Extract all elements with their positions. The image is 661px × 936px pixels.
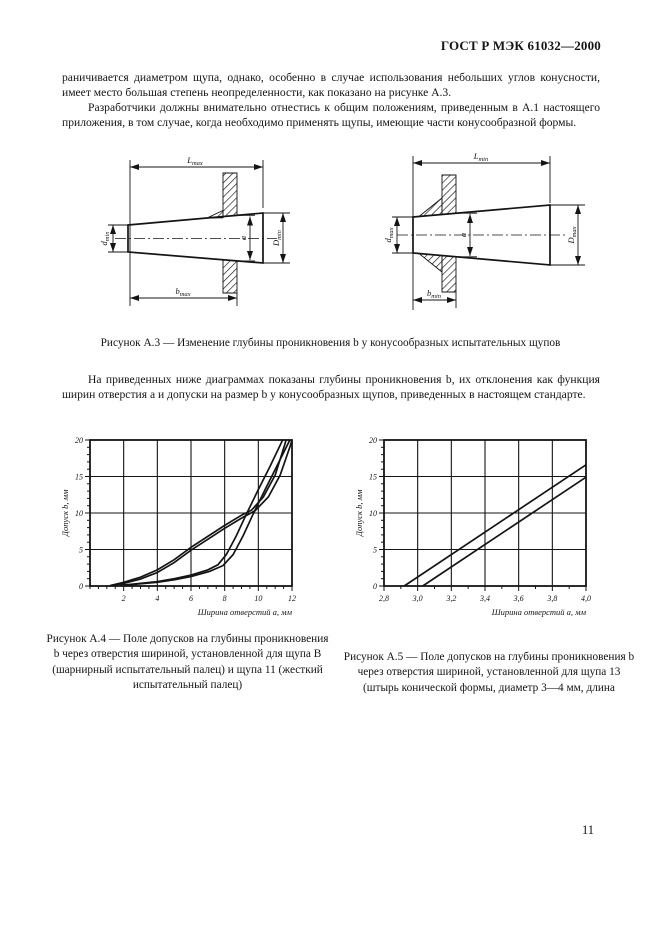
figure-a3-caption: Рисунок А.3 — Изменение глубины проникновения b у конусообразных испытательных щупов [100,337,561,349]
paragraph-continuation: раничивается диаметром щупа, однако, особенно в случае использования небольших углов конусности, имеет место большая степень неопределенности, как показано на рисунке А.3. [62,71,600,100]
y-tick-label: 20 [75,436,83,445]
label-depth-min: $b_{min}$ [427,288,441,300]
standard-number-header: ГОСТ Р МЭК 61032—2000 [440,38,601,53]
data-curve [423,477,586,586]
paragraph-diagrams-intro: На приведенных ниже диаграммах показаны глубины проникновения b, их отклонения как функция ширин отверстия а и допуски на размер b у конусообразных щупов, приведенных в настоящем стандарте. [62,373,600,402]
wall-hatched-wedge-lower [419,254,442,273]
x-tick-label: 3,4 [480,594,490,603]
y-tick-label: 10 [369,509,377,518]
figure-a3-right-diagram [385,148,625,328]
y-axis-label: Допуск b, мм [60,489,70,537]
x-tick-label: 2,8 [379,594,389,603]
label-hole-width: a [238,235,248,241]
y-tick-label: 5 [79,545,83,555]
y-tick-label: 15 [369,472,377,482]
label-tip-diameter-min: $d_{min}$ [99,231,111,246]
figure-a3-left-diagram [95,148,340,328]
x-tick-label: 3,6 [513,594,524,603]
wall-hatched-lower [223,260,237,293]
y-axis-label: Допуск b, мм [354,489,364,537]
wall-hatched-upper [442,175,456,215]
x-tick-label: 4,0 [581,594,591,603]
y-tick-label: 20 [369,436,377,445]
x-tick-label: 3,8 [547,594,558,603]
x-tick-label: 10 [254,594,263,603]
label-end-diameter-max: $D_{max}$ [566,226,578,244]
chart-a4 [58,428,313,623]
x-axis-label: Ширина отверстий а, мм [491,607,586,617]
x-tick-label: 2 [121,594,126,603]
label-depth-max: $b_{max}$ [175,286,191,298]
y-tick-label: 15 [75,472,83,482]
chart-a5 [352,428,607,623]
x-tick-label: 12 [288,594,296,603]
y-tick-label: 5 [373,545,377,555]
figure-a5-caption: Рисунок А.5 — Поле допусков на глубины проникновения b через отверстия шириной, установленной для щупа 13 (штырь конической формы, диаметр 3—4 мм, длина [343,651,635,694]
label-tip-diameter-max: $d_{max}$ [383,227,395,243]
y-tick-label: 0 [373,582,377,591]
figure-a4-caption: Рисунок А.4 — Поле допусков на глубины проникновения b через отверстия шириной, установленной для щупа В (шарнирный испытательный палец) и щупа 11 (жесткий испытательный палец) [46,633,329,691]
body-paragraphs [62,70,600,130]
y-tick-label: 0 [79,582,83,591]
x-tick-label: 6 [189,594,193,603]
x-tick-label: 4 [155,594,160,603]
wall-hatched-upper [223,173,237,217]
x-tick-label: 3,0 [412,594,423,603]
y-tick-label: 10 [75,509,83,518]
x-tick-label: 3,2 [446,594,457,603]
label-length-min: $L_{min}$ [473,151,489,163]
paragraph-diagrams-intro-wrap [62,372,600,402]
paragraph-developers-note: Разработчики должны внимательно отнестись к общим положениям, приведенным в А.1 настоящего приложения, в том случае, когда необходимо применять щупы, имеющие части конусообразной формы. [62,101,600,130]
x-tick-label: 8 [222,594,227,603]
label-end-diameter-min: $D_{min}$ [271,230,283,246]
label-hole-width: a [458,232,468,238]
wall-hatched-wedge-upper [419,198,442,217]
page-number: 11 [582,823,595,837]
wall-hatched-lower [442,256,456,293]
label-length-max: $L_{max}$ [187,155,203,167]
x-axis-label: Ширина отверстий а, мм [197,607,292,617]
data-curve [404,465,586,586]
